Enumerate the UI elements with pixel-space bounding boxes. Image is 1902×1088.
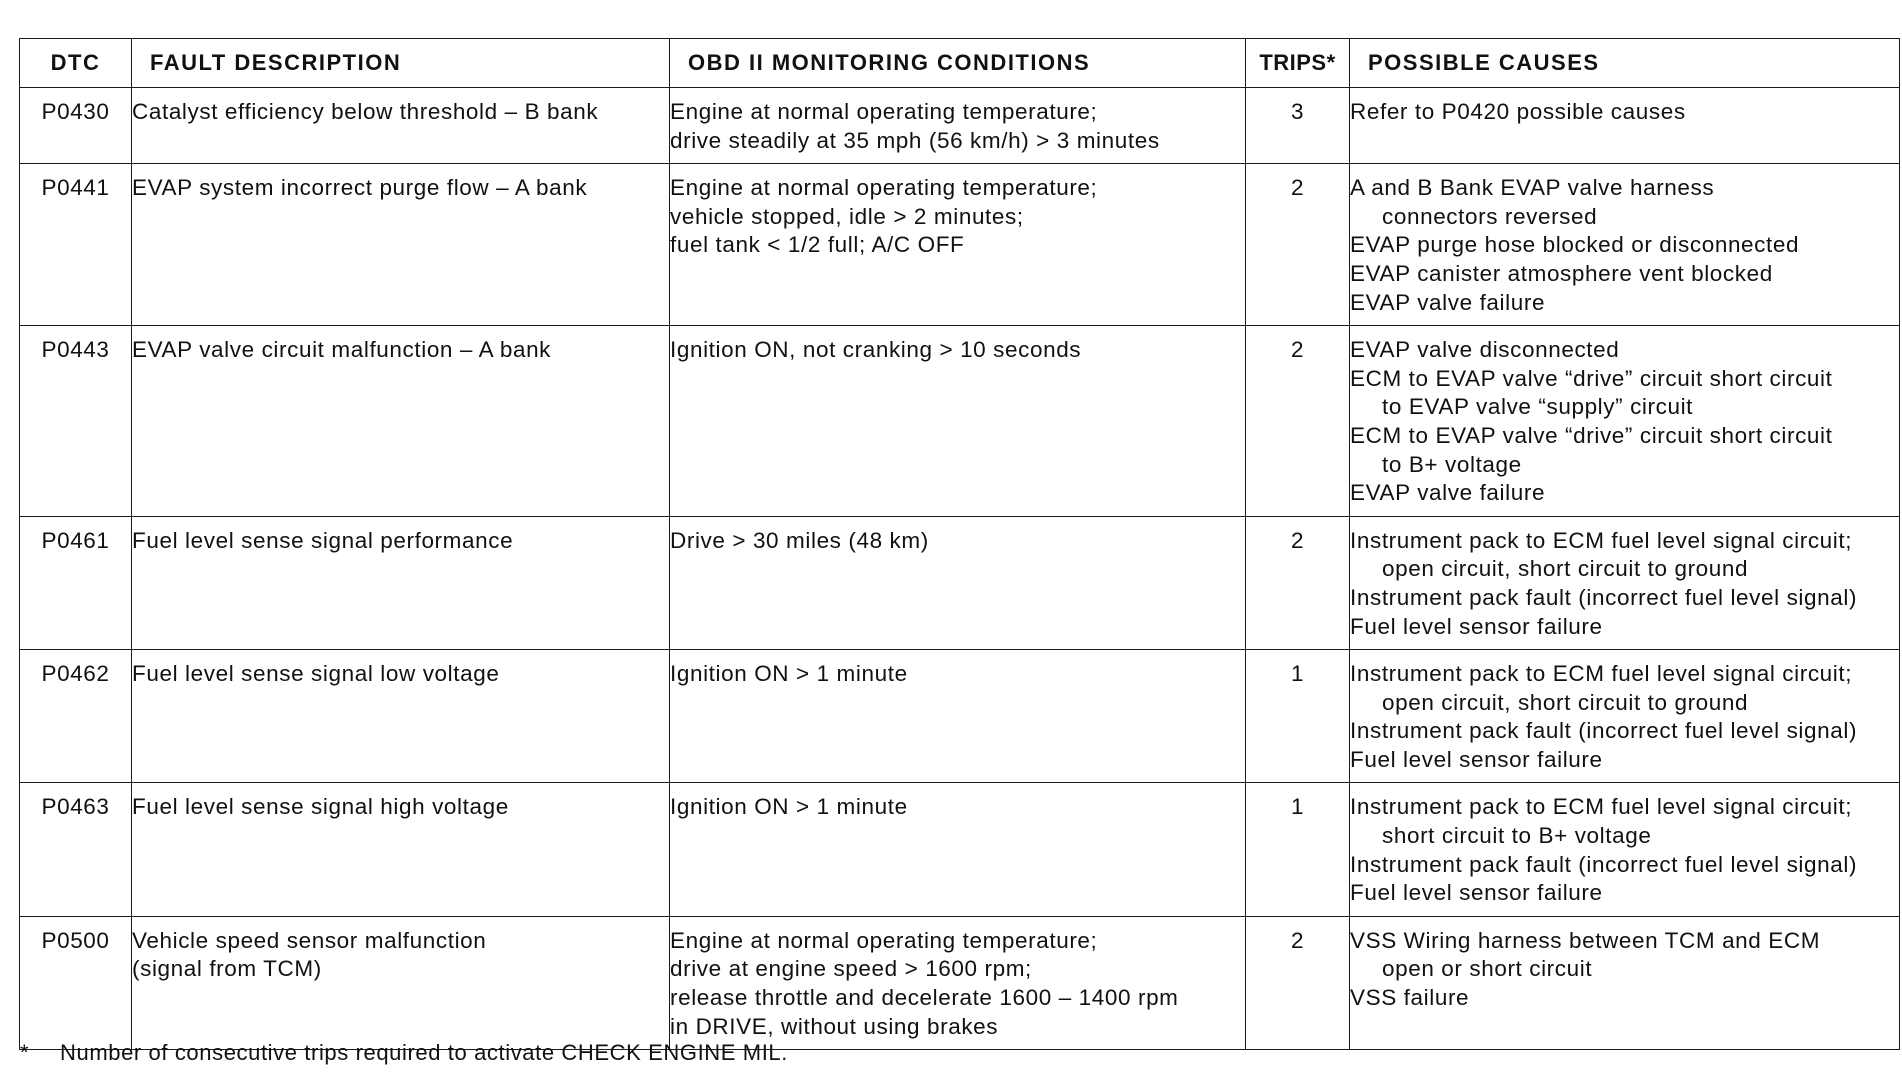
possible-cause-line: open circuit, short circuit to ground [1382,556,1749,582]
possible-causes-cell [1350,164,1900,326]
dtc-code: P0443 [41,337,110,363]
footnote-text: Number of consecutive trips required to activate CHECK ENGINE MIL. [60,1040,788,1065]
fault-description-line: EVAP system incorrect purge flow – A bank [132,175,588,201]
fault-description-line: (signal from TCM) [132,956,322,982]
possible-cause-line: Instrument pack to ECM fuel level signal circuit; [1350,661,1853,687]
trips-cell [1246,164,1350,326]
table-row [20,650,1900,783]
dtc-code: P0430 [41,99,110,124]
possible-cause-line: VSS failure [1350,985,1470,1011]
fault-description-cell [132,164,670,326]
dtc-code: P0463 [41,794,110,820]
dtc-code-cell [20,916,132,1049]
monitoring-condition-line: Drive > 30 miles (48 km) [670,527,929,553]
monitoring-conditions-cell [670,164,1246,326]
table-row [20,916,1900,1049]
possible-cause-line: Fuel level sensor failure [1350,746,1603,772]
monitoring-conditions-cell [670,326,1246,517]
possible-cause-line: EVAP canister atmosphere vent blocked [1350,260,1773,286]
monitoring-conditions-cell [670,916,1246,1049]
monitoring-conditions-cell [670,516,1246,649]
dtc-code: P0461 [41,527,110,553]
dtc-table [19,38,1900,1050]
trips-count: 2 [1290,337,1305,363]
possible-cause-line: connectors reversed [1382,203,1598,229]
monitoring-condition-line: Ignition ON > 1 minute [670,661,908,687]
possible-causes-cell [1350,88,1900,164]
monitoring-condition-line: drive steadily at 35 mph (56 km/h) > 3 minutes [670,127,1160,153]
monitoring-condition-line: fuel tank < 1/2 full; A/C OFF [670,232,965,258]
dtc-code: P0441 [41,175,110,201]
possible-cause-line: EVAP purge hose blocked or disconnected [1350,232,1800,258]
fault-description-cell [132,783,670,916]
fault-description-line: Fuel level sense signal low voltage [132,661,500,687]
dtc-code: P0462 [41,661,110,687]
possible-cause-line: EVAP valve failure [1350,289,1546,315]
fault-description-cell [132,326,670,517]
possible-cause-line: Instrument pack fault (incorrect fuel level signal) [1350,718,1858,744]
monitoring-condition-line: Engine at normal operating temperature; [670,99,1098,124]
trips-count: 3 [1290,99,1305,124]
footnote-mark: * [20,1040,30,1065]
fault-description-line: Fuel level sense signal performance [132,527,514,553]
dtc-code: P0500 [41,927,110,953]
table-header [20,39,1900,88]
possible-cause-line: to EVAP valve “supply” circuit [1382,394,1694,420]
monitoring-condition-line: Ignition ON > 1 minute [670,794,908,820]
dtc-code-cell [20,650,132,783]
possible-cause-line: to B+ voltage [1382,451,1522,477]
trips-cell [1246,516,1350,649]
header-dtc: DTC [20,39,132,88]
monitoring-condition-line: Ignition ON, not cranking > 10 seconds [670,337,1082,363]
trips-cell [1246,650,1350,783]
possible-cause-line: Instrument pack fault (incorrect fuel level signal) [1350,851,1858,877]
monitoring-conditions-cell [670,783,1246,916]
dtc-code-cell [20,783,132,916]
dtc-code-cell [20,164,132,326]
dtc-code-cell [20,326,132,517]
monitoring-conditions-cell [670,650,1246,783]
table-row [20,88,1900,164]
possible-causes-cell [1350,650,1900,783]
trips-count: 1 [1290,661,1305,687]
trips-cell [1246,326,1350,517]
trips-cell [1246,916,1350,1049]
trips-cell [1246,783,1350,916]
possible-cause-line: VSS Wiring harness between TCM and ECM [1350,927,1821,953]
trips-cell [1246,88,1350,164]
fault-description-cell [132,516,670,649]
possible-causes-cell [1350,783,1900,916]
footnote [20,1040,788,1066]
possible-cause-line: Refer to P0420 possible causes [1350,99,1686,124]
possible-cause-line: ECM to EVAP valve “drive” circuit short circuit [1350,422,1833,448]
table-row [20,516,1900,649]
possible-cause-line: EVAP valve disconnected [1350,337,1620,363]
possible-cause-line: open or short circuit [1382,956,1593,982]
monitoring-condition-line: drive at engine speed > 1600 rpm; [670,956,1032,982]
dtc-code-cell [20,88,132,164]
fault-description-line: Vehicle speed sensor malfunction [132,927,487,953]
table-row [20,326,1900,517]
fault-description-line: Catalyst efficiency below threshold – B bank [132,99,599,124]
possible-cause-line: open circuit, short circuit to ground [1382,689,1749,715]
fault-description-line: Fuel level sense signal high voltage [132,794,509,820]
header-trips: TRIPS* [1246,39,1350,88]
header-row [20,39,1900,88]
table-row [20,783,1900,916]
table-body [20,88,1900,1050]
trips-count: 1 [1290,794,1305,820]
header-monitoring-conditions: OBD II MONITORING CONDITIONS [670,39,1246,88]
monitoring-condition-line: Engine at normal operating temperature; [670,927,1098,953]
trips-count: 2 [1290,175,1305,201]
possible-cause-line: Instrument pack to ECM fuel level signal circuit; [1350,527,1853,553]
possible-causes-cell [1350,516,1900,649]
fault-description-cell [132,650,670,783]
trips-count: 2 [1290,527,1305,553]
possible-cause-line: A and B Bank EVAP valve harness [1350,175,1715,201]
dtc-code-cell [20,516,132,649]
table-row [20,164,1900,326]
possible-causes-cell [1350,326,1900,517]
monitoring-condition-line: Engine at normal operating temperature; [670,175,1098,201]
fault-description-line: EVAP valve circuit malfunction – A bank [132,337,552,363]
header-possible-causes: POSSIBLE CAUSES [1350,39,1900,88]
monitoring-conditions-cell [670,88,1246,164]
possible-cause-line: EVAP valve failure [1350,480,1546,506]
monitoring-condition-line: release throttle and decelerate 1600 – 1400 rpm [670,985,1179,1011]
trips-count: 2 [1290,927,1305,953]
possible-cause-line: ECM to EVAP valve “drive” circuit short circuit [1350,365,1833,391]
header-fault-description: FAULT DESCRIPTION [132,39,670,88]
fault-description-cell [132,916,670,1049]
possible-cause-line: Fuel level sensor failure [1350,880,1603,906]
possible-causes-cell [1350,916,1900,1049]
possible-cause-line: short circuit to B+ voltage [1382,823,1652,849]
monitoring-condition-line: in DRIVE, without using brakes [670,1013,999,1039]
possible-cause-line: Instrument pack fault (incorrect fuel level signal) [1350,584,1858,610]
fault-description-cell [132,88,670,164]
possible-cause-line: Instrument pack to ECM fuel level signal circuit; [1350,794,1853,820]
monitoring-condition-line: vehicle stopped, idle > 2 minutes; [670,203,1024,229]
possible-cause-line: Fuel level sensor failure [1350,613,1603,639]
